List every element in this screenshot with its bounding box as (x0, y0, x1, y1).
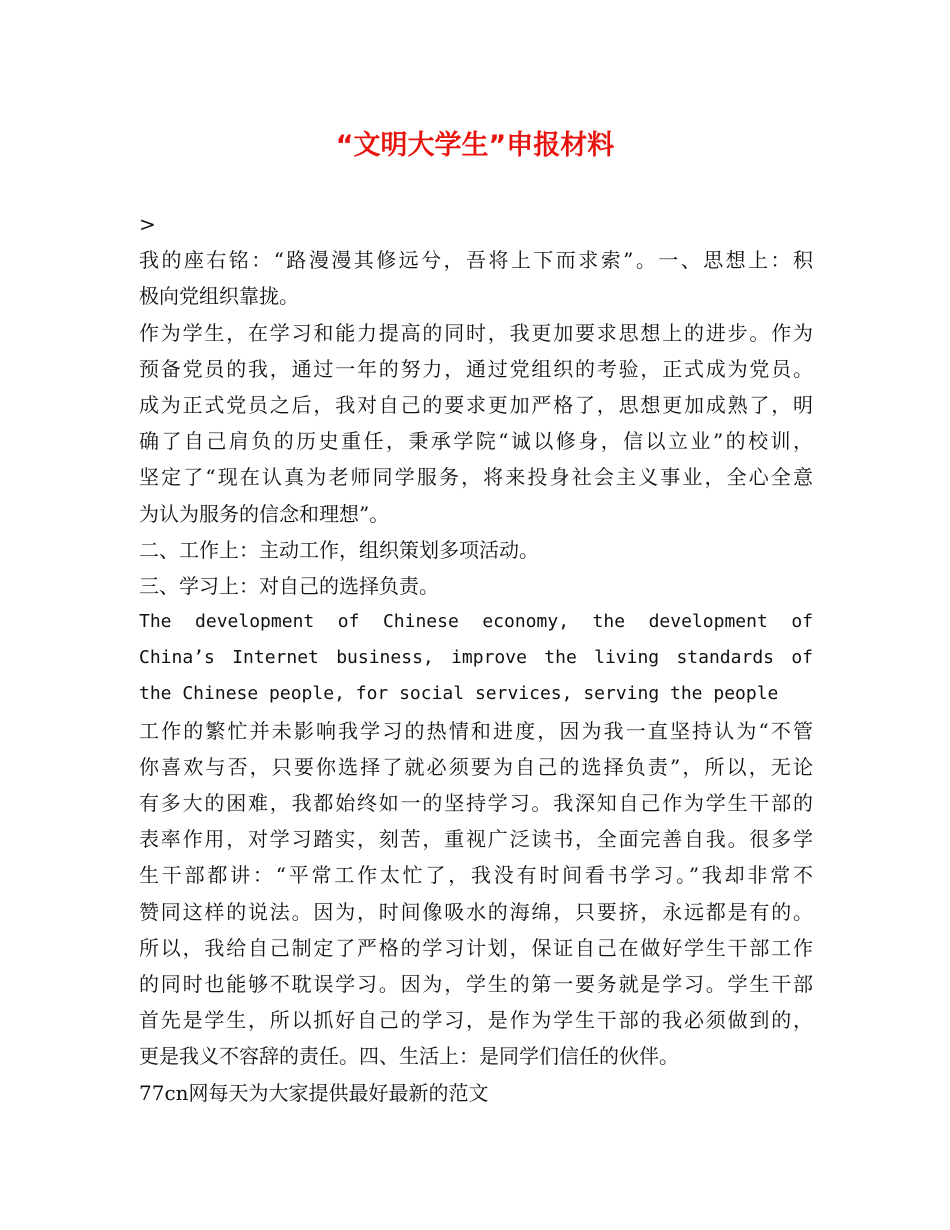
section-heading: 三、学习上：对自己的选择负责。 (139, 573, 439, 598)
english-line: the Chinese people, for social services, serving the people (139, 683, 779, 705)
document-title: “文明大学生”申报材料 (335, 130, 615, 161)
paragraph-line: 我的座右铭：“路漫漫其修远兮，吾将上下而求索”。一、思想上：积 (139, 248, 813, 273)
paragraph-line: 为认为服务的信念和理想”。 (139, 501, 390, 526)
paragraph-line: 更是我义不容辞的责任。四、生活上：是同学们信任的伙伴。 (139, 1044, 679, 1069)
english-line: The development of Chinese economy, the development of (139, 611, 813, 633)
paragraph-line: 表率作用，对学习踏实，刻苦，重视广泛读书，全面完善自我。很多学 (139, 827, 813, 852)
section-marker: > (139, 212, 156, 236)
paragraph-line: 有多大的困难，我都始终如一的坚持学习。我深知自己作为学生干部的 (139, 791, 813, 815)
paragraph-line: 成为正式党员之后，我对自己的要求更加严格了，思想更加成熟了，明 (139, 392, 813, 417)
paragraph-line: 所以，我给自己制定了严格的学习计划，保证自己在做好学生干部工作 (139, 935, 813, 960)
paragraph-line: 作为学生，在学习和能力提高的同时，我更加要求思想上的进步。作为 (139, 320, 813, 345)
english-line: China’s Internet business, improve the living standards of (139, 647, 813, 669)
paragraph-line: 极向党组织靠拢。 (139, 284, 299, 309)
paragraph-line: 你喜欢与否，只要你选择了就必须要为自己的选择负责”，所以，无论 (139, 754, 813, 779)
paragraph-line: 生干部都讲：“平常工作太忙了，我没有时间看书学习。”我却非常不 (139, 863, 813, 888)
paragraph-line: 预备党员的我，通过一年的努力，通过党组织的考验，正式成为党员。 (139, 356, 813, 381)
section-heading: 二、工作上：主动工作，组织策划多项活动。 (139, 537, 539, 562)
footer-note: 77cn网每天为大家提供最好最新的范文 (139, 1080, 489, 1105)
paragraph-line: 首先是学生，所以抓好自己的学习，是作为学生干部的我必须做到的， (139, 1008, 813, 1033)
paragraph-line: 工作的繁忙并未影响我学习的热情和进度，因为我一直坚持认为“不管 (139, 718, 813, 743)
paragraph-line: 赞同这样的说法。因为，时间像吸水的海绵，只要挤，永远都是有的。 (139, 899, 813, 924)
paragraph-line: 确了自己肩负的历史重任，秉承学院“诚以修身，信以立业”的校训， (139, 429, 813, 454)
paragraph-line: 的同时也能够不耽误学习。因为，学生的第一要务就是学习。学生干部 (139, 971, 813, 996)
document-body (139, 206, 813, 1111)
paragraph-line: 坚定了“现在认真为老师同学服务，将来投身社会主义事业，全心全意 (139, 465, 813, 490)
